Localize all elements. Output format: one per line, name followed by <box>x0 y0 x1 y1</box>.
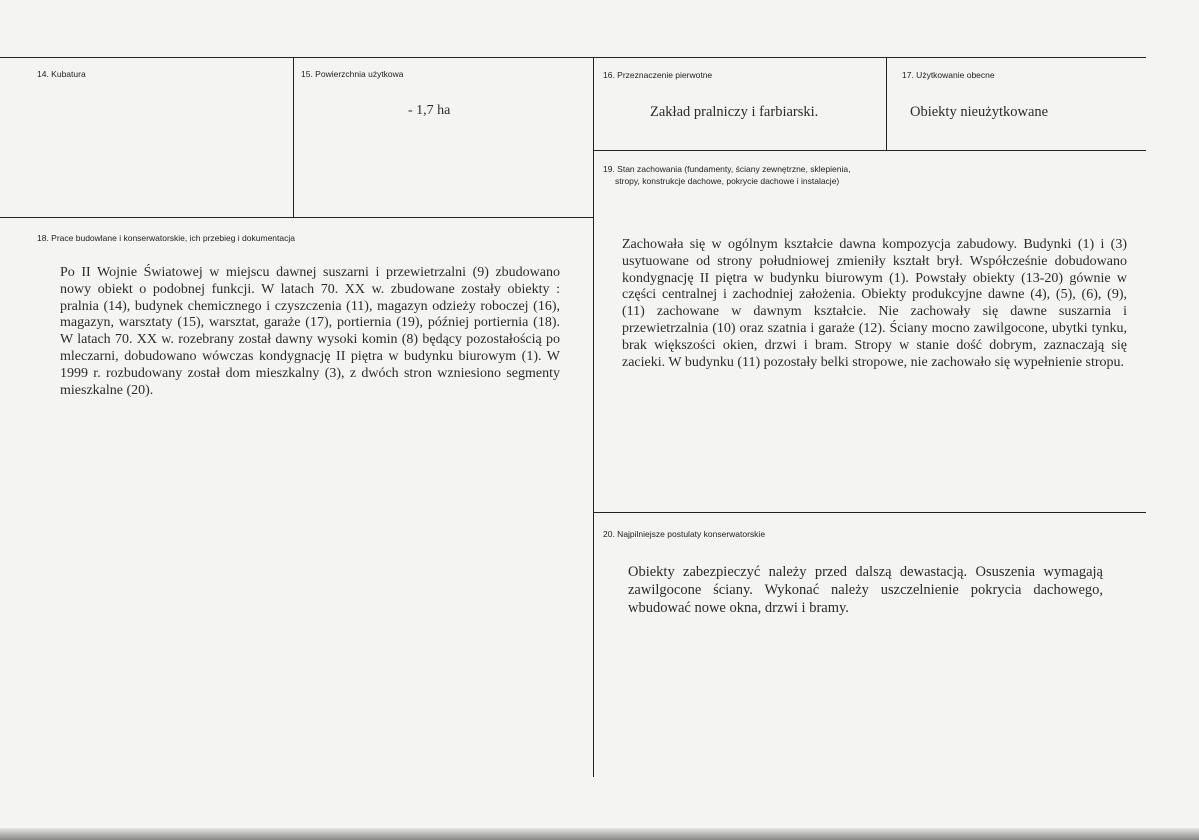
center-divider <box>593 57 594 777</box>
field-label: 18. Prace budowlane i konserwatorskie, ich przebieg i dokumentacja <box>37 233 295 243</box>
rule-under-14-15 <box>0 217 593 218</box>
field-label: 16. Przeznaczenie pierwotne <box>603 70 713 80</box>
field-label: 15. Powierzchnia użytkowa <box>301 69 404 79</box>
scan-edge-shadow <box>0 828 1199 840</box>
field-value: Obiekty nieużytkowane <box>910 104 1049 120</box>
divider-16-17 <box>886 57 887 150</box>
field-text: Obiekty zabezpieczyć należy przed dalszą dewastacją. Osuszenia wymagają zawilgocone ściany. Wykonać należy uszczelnienie pokrycia dachowego, wbudować nowe okna, drzwi i bramy. <box>628 564 1103 616</box>
divider-14-15 <box>293 57 294 217</box>
field-label: 17. Użytkowanie obecne <box>902 70 995 80</box>
field-label-line2: stropy, konstrukcje dachowe, pokrycie dachowe i instalacje) <box>615 176 840 186</box>
top-rule <box>0 57 1146 58</box>
field-text: Po II Wojnie Światowej w miejscu dawnej suszarni i przewietrzalni (9) zbudowano nowy obiekt o podobnej funkcji. W latach 70. XX w. zbudowane zostały obiekty : pralnia (14), budynek chemicznego i czyszczenia (11), magazyn odzieży roboczej (16), magazyn, warsztaty (15), warsztat, garaże (17), portiernia (19), później portiernia (18). W latach 70. XX w. rozebrany został dawny wysoki komin (8) będący pozostałością po mleczarni, dobudowano wówczas kondygnację II piętra w budynku biurowym (1). W 1999 r. rozbudowany został dom mieszkalny (3), z dwóch stron wzniesiono segmenty mieszkalne (20). <box>60 265 560 398</box>
field-label-line1: 19. Stan zachowania (fundamenty, ściany zewnętrzne, sklepienia, <box>603 164 851 174</box>
rule-under-16-17 <box>593 150 1146 151</box>
rule-above-20 <box>593 512 1146 513</box>
field-label: 14. Kubatura <box>37 69 86 79</box>
field-label: 20. Najpilniejsze postulaty konserwatorskie <box>603 529 766 539</box>
field-text: Zachowała się w ogólnym kształcie dawna kompozycja zabudowy. Budynki (1) i (3) usytuowane od strony południowej zmieniły kształt brył. Współcześnie dobudowano kondygnację II piętra w budynku biurowym (1). Powstały obiekty (13-20) gównie w części centralnej i zachodniej założenia. Obiekty produkcyjne dawne (4), (5), (6), (9), (11) zachowane w dawnym kształcie. Nie zachowały się dawne suszarnia i przewietrzalnia (10) oraz szatnia i garaże (12). Ściany mocno zawilgocone, ubytki tynku, brak większości okien, drzwi i bram. Stropy w stanie dość dobrym, zaznaczają się zacieki. W budynku (11) pozostały belki stropowe, nie zachowało się wypełnienie stropu. <box>622 237 1127 370</box>
field-value: - 1,7 ha <box>408 103 451 118</box>
field-value: Zakład pralniczy i farbiarski. <box>650 104 819 120</box>
